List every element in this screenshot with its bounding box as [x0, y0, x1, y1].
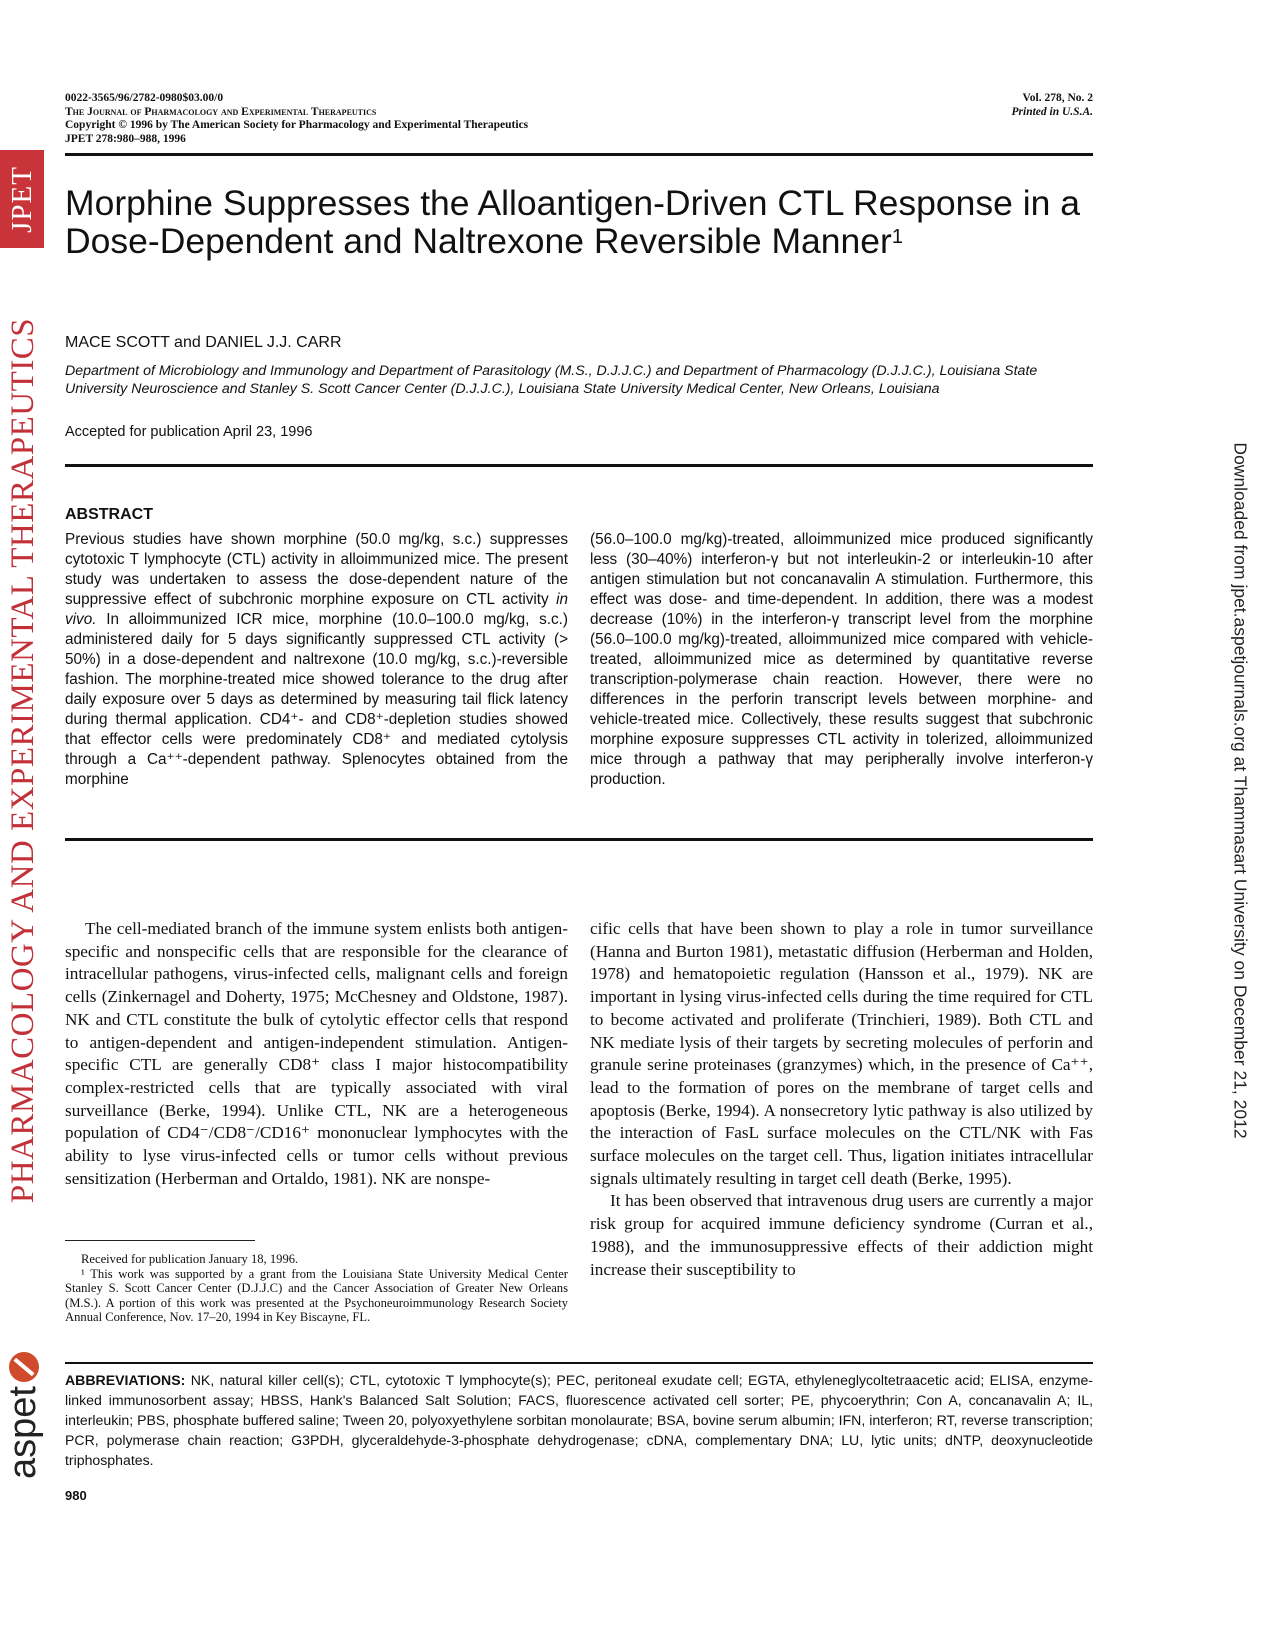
header-left — [65, 92, 528, 146]
footnotes — [65, 1252, 568, 1325]
aspet-mark-icon — [8, 1352, 38, 1382]
abbreviations-rule — [65, 1362, 1093, 1364]
article-title: Morphine Suppresses the Alloantigen-Driven CTL Response in a Dose-Dependent and Naltrexone Reversible Manner$^1$ — [65, 183, 1080, 261]
header-volume: Vol. 278, No. 2 — [1022, 92, 1093, 104]
authors: MACE SCOTT and DANIEL J.J. CARR — [65, 334, 342, 351]
body-paragraph: The cell-mediated branch of the immune system enlists both antigen- specific and nonspecific cells that are responsible for the clearance of intracellular pathogens, virus-infected cells, malignant cells and foreign cells (Zinkernagel and Doherty, 1975; McChesney and Oldstone, 1987). NK and CTL constitute the bulk of cytolytic effector cells that respond to antigen-dependent and antigen-independent stimulation. Antigen-specific CTL are generally CD8⁺ class I major histocompatibility complex-restricted cells that are typically associated with viral surveillance (Berke, 1994). Unlike CTL, NK are a heterogeneous population of CD4⁻/CD8⁻/CD16⁺ mononuclear lymphocytes with the ability to lyse virus-infected cells or tumor cells without previous sensitization (Herberman and Ortaldo, 1981). NK are nonspe- — [65, 919, 568, 1188]
received-date: Received for publication January 18, 1996. — [81, 1252, 299, 1266]
body-column-1 — [65, 918, 568, 1190]
body-column-2 — [590, 918, 1093, 1281]
header-citation: JPET 278:980–988, 1996 — [65, 132, 186, 145]
footnote-rule — [65, 1240, 255, 1241]
journal-banner — [0, 150, 48, 1500]
abstract-column-1: Previous studies have shown morphine (50.0 mg/kg, s.c.) suppresses cytotoxic T lymphocyte (CTL) activity in alloimmunized mice. The present study was undertaken to assess the dose-dependent nature of the suppressive effect of subchronic morphine exposure on CTL activity in vivo. In alloimmunized ICR mice, morphine (10.0–100.0 mg/kg, s.c.) administered daily for 5 days significantly suppressed CTL activity (> 50%) in a dose-dependent and naltrexone (10.0 mg/kg, s.c.)-reversible fashion. The morphine-treated mice showed tolerance to the drug after daily exposure over 5 days as determined by measuring tail flick latency during thermal application. CD4⁺- and CD8⁺-depletion studies showed that effector cells were predominately CD8⁺ and mediated cytolysis through a Ca⁺⁺-dependent pathway. Splenocytes obtained from the morphine — [65, 531, 568, 788]
aspet-logo: aspet — [0, 1330, 46, 1500]
page-number: 980 — [65, 1488, 87, 1503]
abstract-top-rule — [65, 464, 1093, 467]
abstract-column-2: (56.0–100.0 mg/kg)-treated, alloimmunized mice produced significantly less (30–40%) interferon-γ but not interleukin-2 or interleukin-10 after antigen stimulation but not concanavalin A stimulation. Furthermore, this effect was dose- and time-dependent. In addition, there was a modest decrease (10%) in the interferon-γ transcript level from the morphine (56.0–100.0 mg/kg)-treated, alloimmunized mice compared with vehicle-treated, alloimmunized mice as determined by quantitative reverse transcription-polymerase chain reaction. However, there were no differences in the perforin transcript levels between morphine- and vehicle-treated mice. Collectively, these results suggest that subchronic morphine exposure suppresses CTL activity in tolerized, alloimmunized mice through a pathway that may peripherally involve interferon-γ production. — [590, 531, 1093, 788]
abstract-bottom-rule — [65, 838, 1093, 841]
title-footnote-marker: 1 — [891, 226, 903, 248]
body-paragraph: cific cells that have been shown to play a role in tumor surveillance (Hanna and Burton 1981), metastatic diffusion (Herberman and Holden, 1978) and hematopoietic regulation (Hansson et al., 1979). NK are important in lysing virus-infected cells during the time required for CTL to become activated and proliferate (Trinchieri, 1989). Both CTL and NK mediate lysis of their targets by secreting molecules of perforin and granule serine proteinases (granzymes) which, in the presence of Ca⁺⁺, lead to the formation of pores on the membrane of target cells and apoptosis (Berke, 1994). A nonsecretory lytic pathway is also utilized by the interaction of FasL surface molecules on the CTL/NK with Fas surface molecules on the target cell. Thus, ligation initiates intracellular signals ultimately resulting in target cell death (Berke, 1995). — [590, 919, 1093, 1188]
header-rule — [65, 153, 1093, 156]
footnote-1: ¹ This work was supported by a grant from the Louisiana State University Medical Center Stanley S. Scott Cancer Center (D.J.J.C) and the Cancer Association of Greater New Orleans (M.S.). A portion of this work was presented at the Psychoneuroimmunology Research Society Annual Conference, Nov. 17–20, 1994 in Key Biscayne, FL. — [65, 1266, 568, 1324]
affiliation: Department of Microbiology and Immunology and Department of Parasitology (M.S., D.J.J.C.) and Department of Pharmacology (D.J.J.C.), Louisiana State University Neuroscience and Stanley S. Scott Cancer Center (D.J.J.C.), Louisiana State University Medical Center, New Orleans, Louisiana — [65, 363, 1038, 397]
abbreviations: ABBREVIATIONS: NK, natural killer cell(s); CTL, cytotoxic T lymphocyte(s); PEC, peritoneal exudate cell; EGTA, ethyleneglycoltetraacetic acid; ELISA, enzyme-linked immunosorbent assay; HBSS, Hank's Balanced Salt Solution; FACS, fluorescence activated cell sorter; PE, phycoerythrin; Con A, concanavalin A; IL, interleukin; PBS, phosphate buffered saline; Tween 20, polyoxyethylene sorbitan monolaurate; BSA, bovine serum albumin; IFN, interferon; RT, reverse transcription; PCR, polymerase chain reaction; G3PDH, glyceraldehyde-3-phosphate dehydrogenase; cDNA, complementary DNA; LU, lytic units; dNTP, deoxynucleotide triphosphates. — [65, 1372, 1093, 1468]
banner-journal-title: PHARMACOLOGY AND EXPERIMENTAL THERAPEUTICS — [5, 317, 42, 1203]
header-code: 0022-3565/96/2782-0980$03.00/0 — [65, 92, 224, 104]
header-journal: The Journal of Pharmacology and Experimental Therapeutics — [65, 105, 377, 118]
abstract-heading: ABSTRACT — [65, 506, 153, 523]
download-note: Downloaded from jpet.aspetjournals.org at Thammasart University on December 21, 2012 — [1230, 441, 1251, 1139]
header-right — [1012, 92, 1093, 119]
header-copyright: Copyright © 1996 by The American Society for Pharmacology and Experimental Therapeutics — [65, 119, 529, 131]
accepted-date: Accepted for publication April 23, 1996 — [65, 424, 313, 440]
jpet-logo: JPET — [0, 150, 44, 248]
body-paragraph: It has been observed that intravenous drug users are currently a major risk group for acquired immune deficiency syndrome (Curran et al., 1988), and the immunosuppressive effects of their addiction might increase their susceptibility to — [590, 1191, 1093, 1279]
header-printed: Printed in U.S.A. — [1011, 105, 1093, 118]
